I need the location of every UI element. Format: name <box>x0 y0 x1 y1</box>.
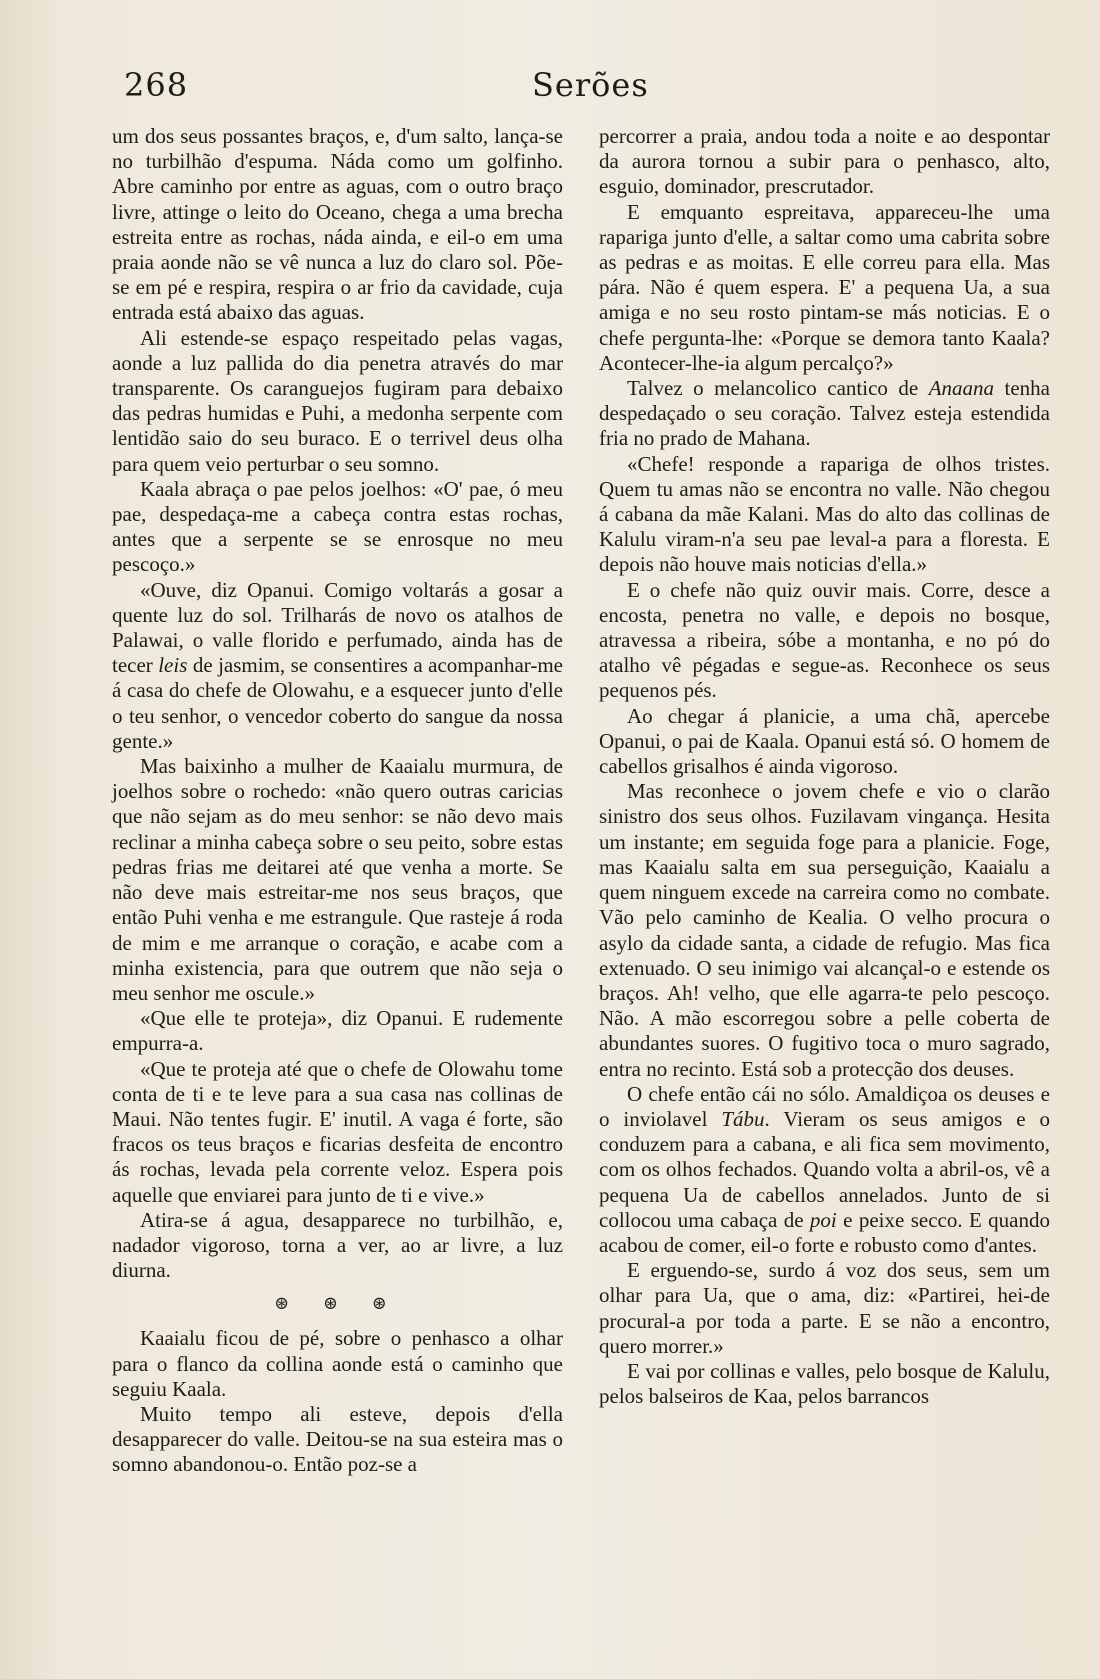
paragraph: Atira-se á agua, desapparece no turbilhão, e, nadador vigoroso, torna a ver, ao ar livre, a luz diurna. <box>112 1207 563 1283</box>
italic-word: leis <box>158 653 188 678</box>
paragraph: Ao chegar á planicie, a uma chã, apercebe Opanui, o pai de Kaala. Opanui está só. O homem de cabellos grisalhos é ainda vigoroso. <box>599 703 1050 779</box>
text-run: tenha despedaçado o seu coração. Talvez esteja estendida fria no prado de Mahana. <box>599 376 1050 451</box>
italic-word: Tábu <box>721 1106 765 1131</box>
paragraph: Mas baixinho a mulher de Kaaialu murmura, de joelhos sobre o rochedo: «não quero outras caricias que não sejam as do meu senhor: se não devo mais reclinar a minha cabeça sobre o seu peito, sobre estas pedras frias me deitarei até que venha a morte. Se não deve mais estreitar-me nos seus braços, que então Puhi venha e me estrangule. Que rasteje á roda de mim e me arranque o coração, e acabe com a minha existencia, para que outrem que não seja o meu senhor me oscule.» <box>112 754 563 1005</box>
paragraph: Mas reconhece o jovem chefe e vio o clarão sinistro dos seus olhos. Fuzilavam vingança. Hesita um instante; em seguida foge para a planicie. Foge, mas Kaaialu salta em sua perseguição, Kaaialu a quem ninguem excede na carreira como no combate. Vão pelo caminho de Kealia. O velho procura o asylo da cidade santa, a cidade de refugio. Mas fica extenuado. O seu inimigo vai alcançal-o e estende os braços. Ah! velho, que elle agarra-te pelo pescoço. Não. A mão escorregou sobre a pelle coberta de abundantes suores. O fugitivo toca o muro sagrado, entra no recinto. Está sob a protecção dos deuses. <box>599 779 1050 1081</box>
paragraph: percorrer a praia, andou toda a noite e ao despontar da aurora tornou a subir para o penhasco, alto, esguio, dominador, prescrutador. <box>599 124 1050 199</box>
text-columns <box>112 124 1050 1478</box>
paragraph <box>599 1082 1050 1258</box>
text-run: Talvez o melancolico cantico de <box>627 376 929 401</box>
paragraph <box>112 578 563 754</box>
paragraph: E vai por collinas e valles, pelo bosque de Kalulu, pelos balseiros de Kaa, pelos barrancos <box>599 1358 1050 1409</box>
paragraph: «Que elle te proteja», diz Opanui. E rudemente empurra-a. <box>112 1006 563 1056</box>
paragraph: Kaaialu ficou de pé, sobre o penhasco a olhar para o flanco da collina aonde está o caminho que seguiu Kaala. <box>112 1326 563 1401</box>
paragraph: «Chefe! responde a rapariga de olhos tristes. Quem tu amas não se encontra no valle. Não chegou á cabana da mãe Kalani. Mas do alto das collinas de Kalulu viram-n'a seu pae leval-a para a floresta. E depois não houve mais noticias d'ella.» <box>599 451 1050 577</box>
paragraph: E erguendo-se, surdo á voz dos seus, sem um olhar para Ua, que o ama, diz: «Partirei, hei-de procural-a por toda a parte. E se não a encontro, quero morrer.» <box>599 1258 1050 1358</box>
section-ornament <box>112 1293 563 1314</box>
text-run: e peixe secco. E quando acabou de comer, eil-o forte e robusto como d'antes. <box>599 1207 1050 1257</box>
running-head: Serões <box>532 66 649 104</box>
paragraph: «Que te proteja até que o chefe de Olowahu tome conta de ti e te leve para a sua casa nas collinas de Maui. Não tentes fugir. E' inutil. A vaga é forte, são fracos os teus braços e ficarias desfeita de encontro ás rochas, levada pela corrente veloz. Espera pois aquelle que enviarei para junto de ti e vive.» <box>112 1056 563 1207</box>
ornament-glyphs: ⊛ ⊛ ⊛ <box>274 1293 401 1315</box>
italic-word: poi <box>809 1207 837 1232</box>
page-number: 268 <box>124 66 189 104</box>
page-header <box>114 60 1046 120</box>
text-run: . Vieram os seus amigos e o conduzem para a cabana, e ali fica sem movimento, com os olhos fechados. Quando volta a abril-os, vê a pequena Ua de cabellos annelados. Junto de si collocou uma cabaça de <box>599 1106 1050 1232</box>
paragraph <box>599 376 1050 452</box>
paragraph: E o chefe não quiz ouvir mais. Corre, desce a encosta, penetra no valle, e depois no bosque, atravessa a ribeira, sóbe a montanha, e no pó do atalho vê pégadas e segue-as. Reconhece os seus pequenos pés. <box>599 577 1050 703</box>
paragraph: Muito tempo ali esteve, depois d'ella desapparecer do valle. Deitou-se na sua esteira mas o somno abandonou-o. Então poz-se a <box>112 1401 563 1477</box>
paragraph: um dos seus possantes braços, e, d'um salto, lança-se no turbilhão d'espuma. Náda como um golfinho. Abre caminho por entre as aguas, com o outro braço livre, attinge o leito do Oceano, chega a uma brecha estreita entre as rochas, náda ainda, e eil-o em uma praia aonde não se vê nunca a luz do claro sol. Põe-se em pé e respira, respira o ar frio da cavidade, cuja entrada está abaixo das aguas. <box>112 124 563 325</box>
left-column <box>112 124 563 1478</box>
text-run: de jasmim, se consentires a acompanhar-me á casa do chefe de Olowahu, e a esquecer junto d'elle o teu senhor, o vencedor coberto do sangue da nossa gente.» <box>112 653 563 753</box>
paragraph: E emquanto espreitava, appareceu-lhe uma rapariga junto d'elle, a saltar como uma cabrita sobre as pedras e as moitas. E elle correu para ella. Mas pára. Não é quem espera. E' a pequena Ua, a sua amiga e no seu rosto pintam-se más noticias. E o chefe pergunta-lhe: «Porque se demora tanto Kaala? Acontecer-lhe-ia algum percalço?» <box>599 199 1050 375</box>
paragraph: Kaala abraça o pae pelos joelhos: «O' pae, ó meu pae, despedaça-me a cabeça contra estas rochas, antes que a serpente se se enrosque no meu pescoço.» <box>112 476 563 577</box>
text-run: «Ouve, diz Opanui. Comigo voltarás a gosar a quente luz do sol. Trilharás de novo os atalhos de Palawai, o valle florido e perfumado, ainda has de tecer <box>112 577 563 678</box>
right-column <box>599 124 1050 1478</box>
paragraph: Ali estende-se espaço respeitado pelas vagas, aonde a luz pallida do dia penetra através do mar transparente. Os caranguejos fugiram para debaixo das pedras humidas e Puhi, a medonha serpente com lentidão saio do seu buraco. E o terrivel deus olha para quem veio perturbar o seu somno. <box>112 325 563 476</box>
italic-word: Anaana <box>928 376 995 401</box>
text-run: O chefe então cái no sólo. Amaldiçoa os deuses e o inviolavel <box>599 1081 1050 1131</box>
